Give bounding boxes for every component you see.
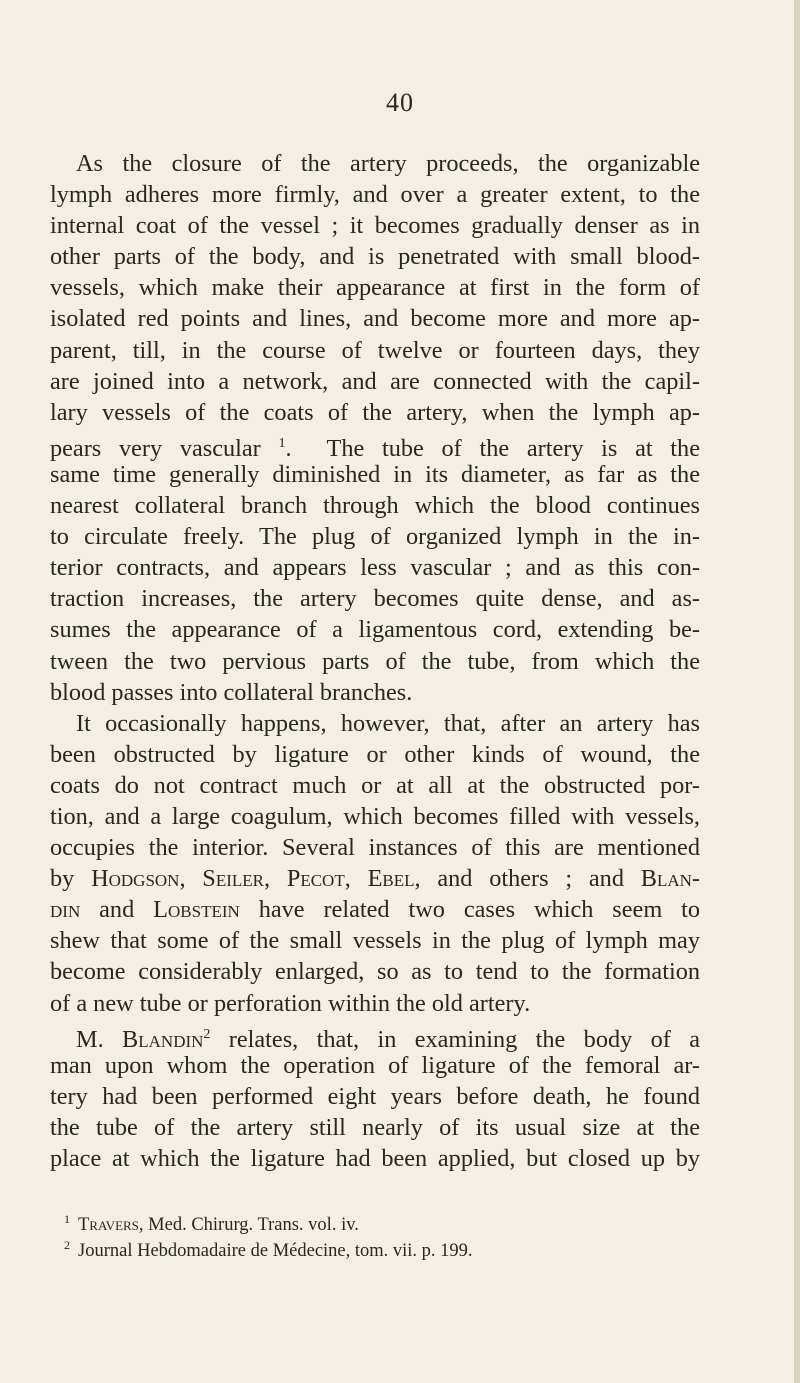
author-name: Blandin <box>122 1025 204 1053</box>
text-line: nearest collateral branch through which the blood continues <box>50 492 700 520</box>
footnote-text: Med. Chirurg. Trans. vol. iv. <box>148 1215 359 1236</box>
footnote-author: Travers, <box>78 1215 144 1236</box>
text-line <box>50 1019 700 1053</box>
footnote-ref: 1 <box>278 435 286 451</box>
text-line: isolated red points and lines, and become more and more ap- <box>50 305 700 333</box>
page-number: 40 <box>386 88 414 117</box>
text-line: man upon whom the operation of ligature of the femoral ar- <box>50 1051 700 1079</box>
text-line: become considerably enlarged, so as to tend to the formation <box>50 958 700 986</box>
text-line: shew that some of the small vessels in the plug of lymph may <box>50 927 700 955</box>
text-line: tery had been performed eight years before death, he found <box>50 1082 700 1110</box>
text-segment: have related two cases which seem to <box>258 896 701 924</box>
footnote-mark: 2 <box>64 1238 70 1252</box>
text-line: coats do not contract much or at all at the obstructed por- <box>50 771 700 799</box>
text-segment: relates, that, in examining the body of a <box>228 1025 700 1053</box>
text-segment: M. <box>76 1025 104 1053</box>
text-line: sumes the appearance of a ligamentous cord, extending be- <box>50 616 700 644</box>
text-line: place at which the ligature had been applied, but closed up by <box>50 1145 700 1172</box>
author-name: Blan- <box>640 865 701 893</box>
body-text <box>50 148 700 1174</box>
text-line: traction increases, the artery becomes quite dense, and as- <box>50 585 700 613</box>
footnotes <box>64 1206 704 1262</box>
text-line: occupies the interior. Several instances of this are mentioned <box>50 834 700 862</box>
page-edge <box>794 0 800 1383</box>
text-line: vessels, which make their appearance at first in the form of <box>50 274 700 302</box>
footnote <box>64 1206 704 1236</box>
footnote-text: Journal Hebdomadaire de Médecine, tom. vii. p. 199. <box>78 1241 473 1262</box>
text-segment: pears very vascular <box>50 434 261 462</box>
author-name: din <box>50 896 81 924</box>
text-line: It occasionally happens, however, that, after an artery has <box>76 709 700 737</box>
text-line <box>50 863 700 894</box>
text-line: been obstructed by ligature or other kinds of wound, the <box>50 740 700 768</box>
text-line: blood passes into collateral branches. <box>50 678 413 706</box>
text-line: As the closure of the artery proceeds, the organizable <box>76 150 700 177</box>
text-line: terior contracts, and appears less vascular ; and as this con- <box>50 554 700 582</box>
text-line: same time generally diminished in its diameter, as far as the <box>50 460 700 488</box>
text-line: to circulate freely. The plug of organized lymph in the in- <box>50 523 700 551</box>
footnote <box>64 1232 704 1262</box>
text-line: other parts of the body, and is penetrated with small blood- <box>50 243 700 271</box>
text-line: tion, and a large coagulum, which becomes filled with vessels, <box>50 802 700 830</box>
text-line: pears very vascular $^1$. The tube of the artery is at the <box>50 434 700 462</box>
text-line: of a new tube or perforation within the old artery. <box>50 989 531 1017</box>
text-segment: and others ; and <box>437 865 624 893</box>
author-names: Hodgson, Seiler, Pecot, Ebel, <box>91 865 421 893</box>
footnote-mark: 1 <box>64 1212 70 1226</box>
text-line: are joined into a network, and are connected with the capil- <box>50 367 700 395</box>
text-line: tween the two pervious parts of the tube, from which the <box>50 647 700 675</box>
author-name: Lobstein <box>153 896 240 924</box>
text-segment: The tube of the artery is at the <box>326 434 700 462</box>
text-segment: by <box>50 865 75 893</box>
text-line: the tube of the artery still nearly of its usual size at the <box>50 1113 700 1141</box>
text-line <box>50 894 700 925</box>
text-line: lary vessels of the coats of the artery, when the lymph ap- <box>50 398 700 426</box>
text-line: internal coat of the vessel ; it becomes gradually denser as in <box>50 212 700 240</box>
text-line: lymph adheres more firmly, and over a greater extent, to the <box>50 181 700 209</box>
footnote-ref: 2 <box>203 1026 211 1042</box>
text-line: parent, till, in the course of twelve or fourteen days, they <box>50 336 700 364</box>
text-segment: and <box>99 896 135 924</box>
